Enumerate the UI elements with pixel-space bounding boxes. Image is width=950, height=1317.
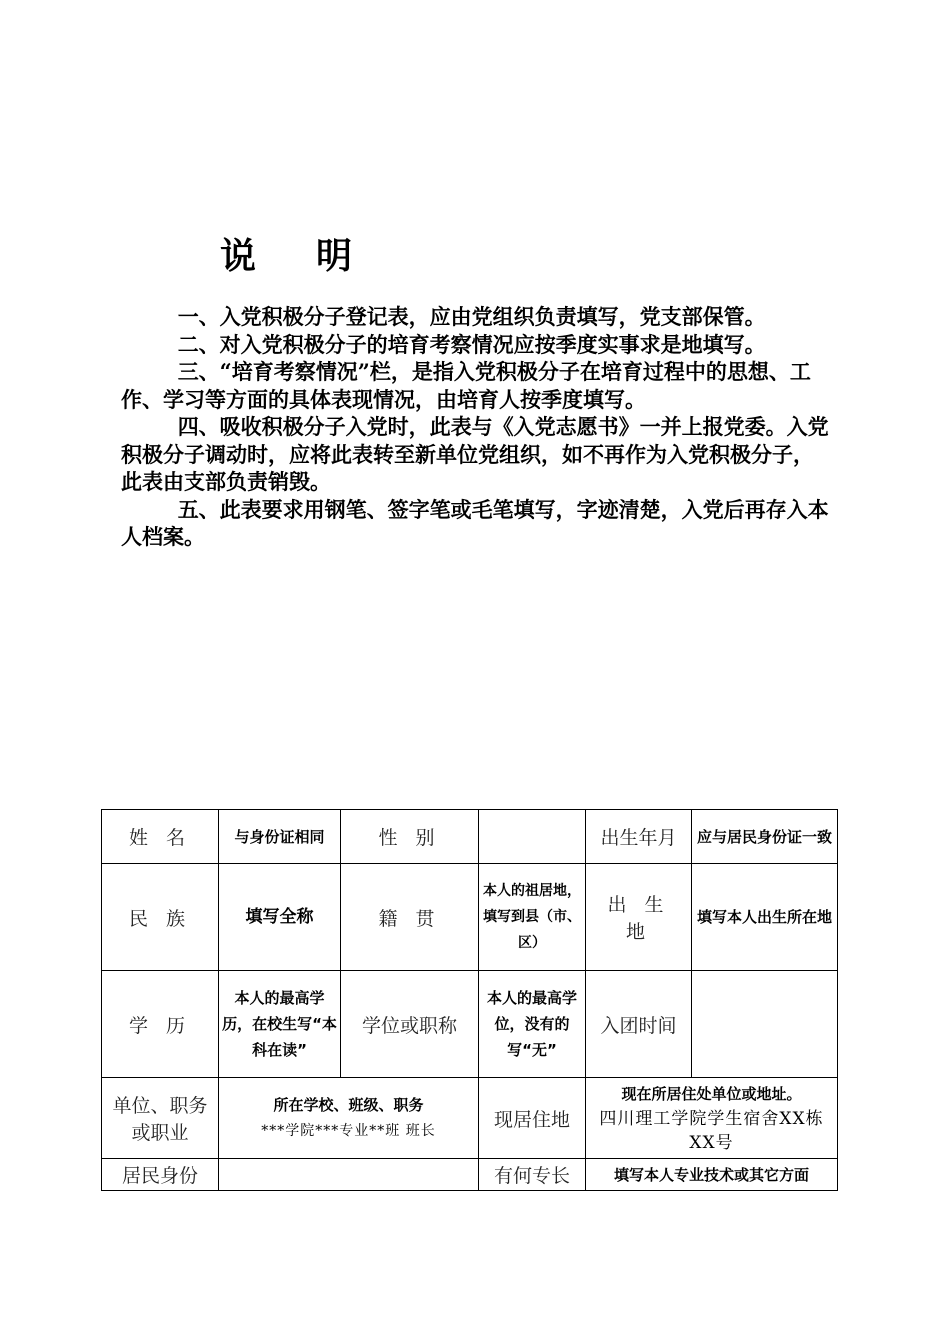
instructions-section: [121, 303, 833, 551]
form-row-ethnicity: [102, 864, 838, 971]
unit-field[interactable]: [219, 1078, 479, 1159]
instruction-item-3: 三、“培育考察情况”栏，是指入党积极分子在培育过程中的思想、工作、学习等方面的具体表现情况，由培育人按季度填写。: [121, 359, 811, 412]
gender-field[interactable]: [479, 810, 586, 864]
instruction-item-4: 四、吸收积极分子入党时，此表与《入党志愿书》一并上报党委。入党积极分子调动时，应将此表转至新单位党组织，如不再作为入党积极分子，此表由支部负责销毁。: [121, 414, 829, 494]
form-row-unit: [102, 1078, 838, 1159]
instruction-item-1: 一、入党积极分子登记表，应由党组织负责填写，党支部保管。: [177, 304, 766, 329]
instruction-item-2: 二、对入党积极分子的培育考察情况应按季度实事求是地填写。: [177, 331, 766, 357]
league-date-label: 入团时间: [586, 971, 692, 1078]
registration-form-table: [101, 809, 838, 1191]
league-date-field[interactable]: [692, 971, 838, 1078]
gender-label: 性 别: [341, 810, 479, 864]
name-label: 姓 名: [102, 810, 219, 864]
degree-field[interactable]: 本人的最高学位，没有的写“无”: [479, 971, 586, 1078]
page-title: 说明: [220, 235, 413, 277]
native-place-field[interactable]: 本人的祖居地，填写到县（市、区）: [479, 864, 586, 971]
birthplace-label: 出 生 地: [586, 864, 692, 971]
instruction-item-5: 五、此表要求用钢笔、签字笔或毛笔填写，字迹清楚，入党后再存入本人档案。: [121, 496, 829, 549]
residence-field[interactable]: [586, 1078, 838, 1159]
name-field[interactable]: 与身份证相同: [219, 810, 341, 864]
ethnicity-label: 民 族: [102, 864, 219, 971]
birthplace-field[interactable]: 填写本人出生所在地: [692, 864, 838, 971]
ethnicity-field[interactable]: 填写全称: [219, 864, 341, 971]
birth-date-label: 出生年月: [586, 810, 692, 864]
id-field[interactable]: [219, 1159, 479, 1191]
id-label: 居民身份: [102, 1159, 219, 1191]
native-place-label: 籍 贯: [341, 864, 479, 971]
degree-label: 学位或职称: [341, 971, 479, 1078]
specialty-field[interactable]: 填写本人专业技术或其它方面: [586, 1159, 838, 1191]
residence-example: 四川理工学院学生宿舍XX栋XX号: [599, 1109, 824, 1153]
form-row-name: [102, 810, 838, 864]
form-row-id: [102, 1159, 838, 1191]
birth-date-field[interactable]: 应与居民身份证一致: [692, 810, 838, 864]
specialty-label: 有何专长: [479, 1159, 586, 1191]
unit-example: ***学院***专业**班 班长: [261, 1123, 436, 1139]
unit-hint: 所在学校、班级、职务: [273, 1096, 424, 1114]
residence-label: 现居住地: [479, 1078, 586, 1159]
form-row-education: [102, 971, 838, 1078]
unit-label: 单位、职务或职业: [102, 1078, 219, 1159]
education-label: 学 历: [102, 971, 219, 1078]
residence-hint: 现在所居住处单位或地址。: [621, 1085, 802, 1103]
education-field[interactable]: 本人的最高学历，在校生写“本科在读”: [219, 971, 341, 1078]
